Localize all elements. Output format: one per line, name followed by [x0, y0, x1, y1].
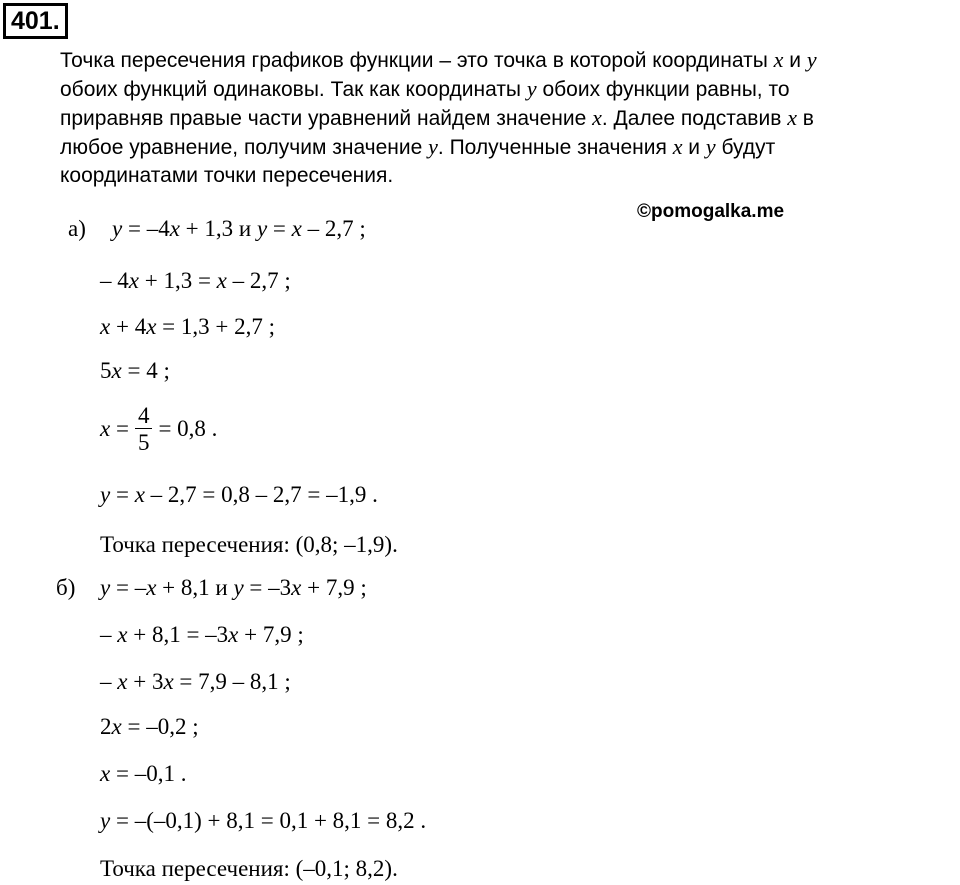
- math-variable: x: [100, 314, 111, 339]
- part-a-step: x + 4x = 1,3 + 2,7 ;: [100, 314, 276, 339]
- math-variable: y: [100, 575, 111, 600]
- math-variable: x: [134, 482, 145, 507]
- intro-paragraph: [60, 46, 960, 190]
- math-variable: y: [100, 808, 111, 833]
- math-variable: x: [291, 575, 302, 600]
- fraction: [135, 404, 153, 457]
- math-variable: x: [216, 268, 227, 293]
- math-variable: x: [111, 358, 122, 383]
- math-variable: x: [100, 415, 111, 441]
- math-variable: y: [100, 482, 111, 507]
- part-b-answer: Точка пересечения: (–0,1; 8,2).: [100, 856, 398, 881]
- math-variable: y: [428, 134, 438, 159]
- part-a-answer: Точка пересечения: (0,8; –1,9).: [100, 532, 398, 557]
- part-b-step: x = –0,1 .: [100, 761, 187, 786]
- math-variable: y: [705, 134, 716, 159]
- math-variable: x: [117, 622, 128, 647]
- math-variable: x: [787, 105, 797, 130]
- part-a-step: – 4x + 1,3 = x – 2,7 ;: [100, 268, 291, 293]
- math-variable: x: [291, 216, 302, 241]
- part-a-fraction-step: x = $\frac{4}{5}$ = 0,8 .: [100, 403, 218, 455]
- part-a-step: 5x = 4 ;: [100, 358, 170, 383]
- math-variable: x: [169, 216, 180, 241]
- intro-line: любое уравнение, получим значение y. Полученные значения x и y будут: [60, 134, 776, 159]
- part-b-step: – x + 3x = 7,9 – 8,1 ;: [100, 669, 291, 694]
- math-variable: x: [228, 622, 239, 647]
- fraction-numerator: 4: [135, 404, 153, 429]
- math-variable: x: [672, 134, 683, 159]
- math-variable: x: [117, 669, 128, 694]
- intro-line: Точка пересечения графиков функции – это точка в которой координаты x и y: [60, 47, 817, 72]
- fraction-denominator: 5: [137, 430, 150, 455]
- math-variable: y: [112, 216, 123, 241]
- math-variable: x: [592, 105, 602, 130]
- math-variable: y: [806, 47, 817, 72]
- intro-line: приравняв правые части уравнений найдем значение x. Далее подставив x в: [60, 105, 814, 130]
- math-variable: x: [146, 314, 157, 339]
- part-b-first-line: [56, 573, 367, 603]
- intro-line: обоих функций одинаковы. Так как координаты y обоих функции равны, то: [60, 76, 790, 101]
- math-variable: x: [773, 47, 784, 72]
- math-variable: x: [146, 575, 157, 600]
- part-a-first-line: [68, 214, 366, 244]
- watermark-text: ©pomogalka.me: [637, 201, 785, 222]
- part-b-label: б): [56, 575, 76, 600]
- intro-line: координатами точки пересечения.: [60, 164, 394, 187]
- math-variable: x: [100, 761, 111, 786]
- part-b-step: 2x = –0,2 ;: [100, 714, 199, 739]
- math-variable: x: [163, 669, 174, 694]
- part-b-step: – x + 8,1 = –3x + 7,9 ;: [100, 622, 304, 647]
- part-b-equations: y = –x + 8,1 и y = –3x + 7,9 ;: [100, 575, 367, 600]
- math-variable: y: [526, 76, 537, 101]
- part-b-step: y = –(–0,1) + 8,1 = 0,1 + 8,1 = 8,2 .: [100, 808, 427, 833]
- part-a-equations: y = –4x + 1,3 и y = x – 2,7 ;: [112, 216, 366, 241]
- part-a-step: y = x – 2,7 = 0,8 – 2,7 = –1,9 .: [100, 482, 378, 507]
- part-a-label: а): [68, 216, 86, 241]
- math-variable: y: [256, 216, 268, 241]
- math-variable: x: [128, 268, 139, 293]
- math-variable: x: [111, 714, 122, 739]
- problem-number: 401.: [3, 3, 68, 39]
- math-variable: y: [233, 575, 244, 600]
